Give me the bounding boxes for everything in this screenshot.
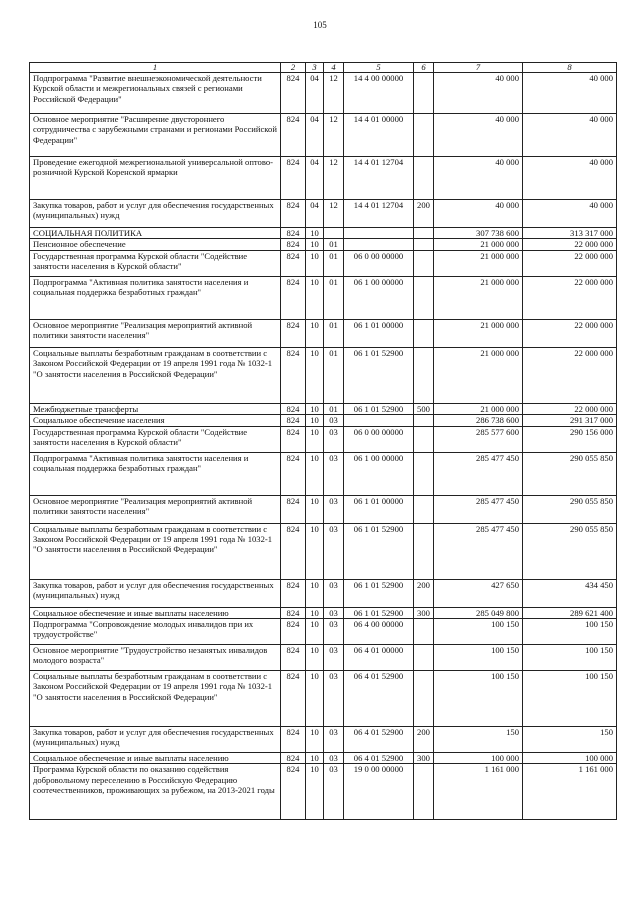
row-target-article bbox=[344, 239, 414, 250]
row-amount-year1: 40 000 bbox=[434, 157, 523, 200]
row-amount-year1: 21 000 000 bbox=[434, 239, 523, 250]
table-row bbox=[30, 347, 617, 403]
row-name: Основное мероприятие "Реализация мероприятий активной политики занятости населения" bbox=[30, 495, 281, 523]
row-target-article: 06 1 01 52900 bbox=[344, 579, 414, 607]
row-section: 10 bbox=[306, 671, 324, 727]
row-target-article: 06 1 01 52900 bbox=[344, 523, 414, 579]
row-name: Основное мероприятие "Расширение двустороннего сотрудничества с зарубежными странами и регионами Российской Федерации" bbox=[30, 114, 281, 157]
column-header: 7 bbox=[434, 63, 523, 73]
table-row bbox=[30, 426, 617, 452]
row-subsection: 03 bbox=[324, 645, 344, 671]
row-name: Программа Курской области по оказанию содействия добровольному переселению в Российскую Федерацию соотечественников, проживающих за рубежом, на 2013-2021 годы bbox=[30, 764, 281, 820]
row-section: 10 bbox=[306, 415, 324, 426]
row-ved-code: 824 bbox=[281, 403, 306, 414]
row-ved-code: 824 bbox=[281, 276, 306, 319]
row-name: Государственная программа Курской области "Содействие занятости населения в Курской области" bbox=[30, 426, 281, 452]
row-target-article: 06 0 00 00000 bbox=[344, 250, 414, 276]
row-expense-type: 500 bbox=[414, 403, 434, 414]
row-section: 10 bbox=[306, 764, 324, 820]
row-ved-code: 824 bbox=[281, 619, 306, 645]
row-target-article: 06 1 01 00000 bbox=[344, 319, 414, 347]
row-amount-year2: 40 000 bbox=[523, 157, 617, 200]
row-target-article bbox=[344, 415, 414, 426]
table-row bbox=[30, 619, 617, 645]
row-amount-year1: 286 738 600 bbox=[434, 415, 523, 426]
page-number: 105 bbox=[313, 20, 327, 30]
row-subsection: 12 bbox=[324, 200, 344, 228]
row-amount-year2: 22 000 000 bbox=[523, 250, 617, 276]
row-amount-year1: 21 000 000 bbox=[434, 403, 523, 414]
table-row bbox=[30, 200, 617, 228]
table-row bbox=[30, 403, 617, 414]
row-name: Социальные выплаты безработным гражданам в соответствии с Законом Российской Федерации от 19 апреля 1991 года № 1032-1 "О занятости населения в Российской Федерации" bbox=[30, 523, 281, 579]
table-row bbox=[30, 523, 617, 579]
row-target-article: 06 4 00 00000 bbox=[344, 619, 414, 645]
row-subsection: 01 bbox=[324, 347, 344, 403]
row-subsection: 03 bbox=[324, 452, 344, 495]
row-section: 10 bbox=[306, 276, 324, 319]
row-ved-code: 824 bbox=[281, 764, 306, 820]
row-amount-year2: 290 055 850 bbox=[523, 495, 617, 523]
table-row bbox=[30, 607, 617, 618]
row-amount-year2: 22 000 000 bbox=[523, 239, 617, 250]
row-subsection: 03 bbox=[324, 579, 344, 607]
row-amount-year1: 21 000 000 bbox=[434, 276, 523, 319]
row-amount-year2: 100 150 bbox=[523, 619, 617, 645]
row-subsection: 03 bbox=[324, 607, 344, 618]
row-subsection: 01 bbox=[324, 239, 344, 250]
table-row bbox=[30, 228, 617, 239]
row-section: 10 bbox=[306, 250, 324, 276]
row-target-article: 06 4 01 00000 bbox=[344, 645, 414, 671]
row-expense-type: 200 bbox=[414, 579, 434, 607]
row-amount-year2: 289 621 400 bbox=[523, 607, 617, 618]
row-amount-year1: 21 000 000 bbox=[434, 319, 523, 347]
row-subsection: 03 bbox=[324, 753, 344, 764]
row-amount-year1: 427 650 bbox=[434, 579, 523, 607]
row-name: Основное мероприятие "Реализация мероприятий активной политики занятости населения" bbox=[30, 319, 281, 347]
row-section: 10 bbox=[306, 645, 324, 671]
row-name: Подпрограмма "Сопровождение молодых инвалидов при их трудоустройстве" bbox=[30, 619, 281, 645]
row-expense-type bbox=[414, 764, 434, 820]
table-row bbox=[30, 319, 617, 347]
row-amount-year2: 22 000 000 bbox=[523, 319, 617, 347]
row-name: Проведение ежегодной межрегиональной универсальной оптово-розничной Курской Коренской ярмарки bbox=[30, 157, 281, 200]
row-ved-code: 824 bbox=[281, 228, 306, 239]
table-row bbox=[30, 579, 617, 607]
row-amount-year2: 40 000 bbox=[523, 73, 617, 114]
row-section: 04 bbox=[306, 200, 324, 228]
row-subsection: 03 bbox=[324, 495, 344, 523]
row-amount-year1: 150 bbox=[434, 727, 523, 753]
row-target-article: 14 4 01 00000 bbox=[344, 114, 414, 157]
row-expense-type bbox=[414, 114, 434, 157]
row-amount-year2: 434 450 bbox=[523, 579, 617, 607]
row-amount-year1: 100 150 bbox=[434, 619, 523, 645]
row-target-article: 06 0 00 00000 bbox=[344, 426, 414, 452]
table-row bbox=[30, 764, 617, 820]
row-expense-type bbox=[414, 319, 434, 347]
row-target-article: 06 4 01 52900 bbox=[344, 671, 414, 727]
row-expense-type bbox=[414, 523, 434, 579]
row-subsection: 03 bbox=[324, 426, 344, 452]
row-ved-code: 824 bbox=[281, 607, 306, 618]
row-expense-type: 300 bbox=[414, 753, 434, 764]
row-expense-type: 200 bbox=[414, 200, 434, 228]
row-ved-code: 824 bbox=[281, 753, 306, 764]
table-row bbox=[30, 157, 617, 200]
row-name: Социальное обеспечение и иные выплаты населению bbox=[30, 607, 281, 618]
table-row bbox=[30, 276, 617, 319]
row-subsection: 01 bbox=[324, 319, 344, 347]
row-expense-type bbox=[414, 671, 434, 727]
row-subsection: 01 bbox=[324, 250, 344, 276]
column-header: 6 bbox=[414, 63, 434, 73]
row-amount-year2: 313 317 000 bbox=[523, 228, 617, 239]
row-expense-type bbox=[414, 228, 434, 239]
row-amount-year2: 100 150 bbox=[523, 671, 617, 727]
row-amount-year2: 290 055 850 bbox=[523, 523, 617, 579]
table-row bbox=[30, 415, 617, 426]
row-name: Подпрограмма "Развитие внешнеэкономической деятельности Курской области и межрегиональных связей с регионами Российской Федерации" bbox=[30, 73, 281, 114]
row-expense-type bbox=[414, 157, 434, 200]
row-name: СОЦИАЛЬНАЯ ПОЛИТИКА bbox=[30, 228, 281, 239]
row-expense-type bbox=[414, 73, 434, 114]
row-name: Государственная программа Курской области "Содействие занятости населения в Курской области" bbox=[30, 250, 281, 276]
row-amount-year1: 285 477 450 bbox=[434, 523, 523, 579]
row-amount-year2: 290 055 850 bbox=[523, 452, 617, 495]
row-amount-year1: 40 000 bbox=[434, 73, 523, 114]
row-ved-code: 824 bbox=[281, 319, 306, 347]
table-row bbox=[30, 114, 617, 157]
row-amount-year1: 21 000 000 bbox=[434, 347, 523, 403]
row-amount-year2: 1 161 000 bbox=[523, 764, 617, 820]
budget-table bbox=[29, 62, 617, 820]
row-subsection: 03 bbox=[324, 619, 344, 645]
row-name: Социальное обеспечение и иные выплаты населению bbox=[30, 753, 281, 764]
row-section: 04 bbox=[306, 157, 324, 200]
row-ved-code: 824 bbox=[281, 671, 306, 727]
row-amount-year1: 40 000 bbox=[434, 114, 523, 157]
row-amount-year2: 100 150 bbox=[523, 645, 617, 671]
row-subsection: 03 bbox=[324, 764, 344, 820]
row-target-article: 19 0 00 00000 bbox=[344, 764, 414, 820]
row-section: 04 bbox=[306, 73, 324, 114]
row-section: 10 bbox=[306, 426, 324, 452]
row-expense-type bbox=[414, 347, 434, 403]
row-subsection: 01 bbox=[324, 276, 344, 319]
column-header: 1 bbox=[30, 63, 281, 73]
table-row bbox=[30, 753, 617, 764]
row-target-article: 06 1 01 52900 bbox=[344, 607, 414, 618]
row-section: 10 bbox=[306, 619, 324, 645]
row-expense-type bbox=[414, 619, 434, 645]
column-header: 8 bbox=[523, 63, 617, 73]
row-amount-year2: 40 000 bbox=[523, 200, 617, 228]
row-amount-year1: 1 161 000 bbox=[434, 764, 523, 820]
row-name: Межбюджетные трансферты bbox=[30, 403, 281, 414]
row-expense-type: 200 bbox=[414, 727, 434, 753]
row-ved-code: 824 bbox=[281, 157, 306, 200]
row-subsection: 03 bbox=[324, 727, 344, 753]
row-section: 10 bbox=[306, 523, 324, 579]
row-section: 10 bbox=[306, 607, 324, 618]
row-amount-year1: 285 477 450 bbox=[434, 452, 523, 495]
row-amount-year1: 40 000 bbox=[434, 200, 523, 228]
row-target-article: 06 4 01 52900 bbox=[344, 727, 414, 753]
header-row bbox=[30, 63, 617, 73]
row-amount-year1: 285 477 450 bbox=[434, 495, 523, 523]
column-header: 4 bbox=[324, 63, 344, 73]
row-name: Подпрограмма "Активная политика занятости населения и социальная поддержка безработных граждан" bbox=[30, 276, 281, 319]
row-amount-year2: 290 156 000 bbox=[523, 426, 617, 452]
row-ved-code: 824 bbox=[281, 727, 306, 753]
row-name: Закупка товаров, работ и услуг для обеспечения государственных (муниципальных) нужд bbox=[30, 579, 281, 607]
row-expense-type bbox=[414, 495, 434, 523]
row-name: Основное мероприятие "Трудоустройство незанятых инвалидов молодого возраста" bbox=[30, 645, 281, 671]
row-ved-code: 824 bbox=[281, 200, 306, 228]
table-row bbox=[30, 73, 617, 114]
row-name: Закупка товаров, работ и услуг для обеспечения государственных (муниципальных) нужд bbox=[30, 200, 281, 228]
row-name: Социальные выплаты безработным гражданам в соответствии с Законом Российской Федерации от 19 апреля 1991 года № 1032-1 "О занятости населения в Российской Федерации" bbox=[30, 671, 281, 727]
row-name: Социальные выплаты безработным гражданам в соответствии с Законом Российской Федерации от 19 апреля 1991 года № 1032-1 "О занятости населения в Российской Федерации" bbox=[30, 347, 281, 403]
row-target-article: 14 4 01 12704 bbox=[344, 157, 414, 200]
row-subsection: 12 bbox=[324, 114, 344, 157]
row-section: 10 bbox=[306, 403, 324, 414]
row-section: 10 bbox=[306, 727, 324, 753]
row-target-article: 06 1 01 52900 bbox=[344, 347, 414, 403]
row-amount-year2: 22 000 000 bbox=[523, 276, 617, 319]
row-subsection: 03 bbox=[324, 671, 344, 727]
row-amount-year2: 100 000 bbox=[523, 753, 617, 764]
row-ved-code: 824 bbox=[281, 415, 306, 426]
row-expense-type bbox=[414, 645, 434, 671]
row-section: 10 bbox=[306, 495, 324, 523]
row-name: Закупка товаров, работ и услуг для обеспечения государственных (муниципальных) нужд bbox=[30, 727, 281, 753]
row-section: 10 bbox=[306, 319, 324, 347]
row-amount-year1: 307 738 600 bbox=[434, 228, 523, 239]
row-amount-year1: 100 000 bbox=[434, 753, 523, 764]
row-name: Социальное обеспечение населения bbox=[30, 415, 281, 426]
row-expense-type: 300 bbox=[414, 607, 434, 618]
row-section: 04 bbox=[306, 114, 324, 157]
row-name: Пенсионное обеспечение bbox=[30, 239, 281, 250]
row-amount-year2: 40 000 bbox=[523, 114, 617, 157]
row-ved-code: 824 bbox=[281, 495, 306, 523]
row-ved-code: 824 bbox=[281, 250, 306, 276]
row-expense-type bbox=[414, 276, 434, 319]
row-section: 10 bbox=[306, 579, 324, 607]
table-row bbox=[30, 727, 617, 753]
row-target-article: 06 1 01 52900 bbox=[344, 403, 414, 414]
row-ved-code: 824 bbox=[281, 239, 306, 250]
table-row bbox=[30, 495, 617, 523]
row-subsection: 03 bbox=[324, 415, 344, 426]
row-amount-year2: 22 000 000 bbox=[523, 403, 617, 414]
row-amount-year2: 291 317 000 bbox=[523, 415, 617, 426]
row-subsection: 01 bbox=[324, 403, 344, 414]
row-section: 10 bbox=[306, 753, 324, 764]
row-amount-year2: 150 bbox=[523, 727, 617, 753]
row-section: 10 bbox=[306, 452, 324, 495]
row-amount-year1: 285 577 600 bbox=[434, 426, 523, 452]
row-target-article: 14 4 00 00000 bbox=[344, 73, 414, 114]
row-target-article: 14 4 01 12704 bbox=[344, 200, 414, 228]
column-header: 3 bbox=[306, 63, 324, 73]
row-section: 10 bbox=[306, 347, 324, 403]
column-header: 2 bbox=[281, 63, 306, 73]
row-amount-year2: 22 000 000 bbox=[523, 347, 617, 403]
row-expense-type bbox=[414, 250, 434, 276]
row-name: Подпрограмма "Активная политика занятости населения и социальная поддержка безработных граждан" bbox=[30, 452, 281, 495]
row-expense-type bbox=[414, 426, 434, 452]
row-ved-code: 824 bbox=[281, 523, 306, 579]
row-target-article: 06 4 01 52900 bbox=[344, 753, 414, 764]
row-ved-code: 824 bbox=[281, 114, 306, 157]
row-amount-year1: 100 150 bbox=[434, 645, 523, 671]
column-header: 5 bbox=[344, 63, 414, 73]
row-target-article: 06 1 00 00000 bbox=[344, 452, 414, 495]
row-amount-year1: 21 000 000 bbox=[434, 250, 523, 276]
row-amount-year1: 285 049 800 bbox=[434, 607, 523, 618]
table-row bbox=[30, 671, 617, 727]
row-ved-code: 824 bbox=[281, 426, 306, 452]
row-ved-code: 824 bbox=[281, 347, 306, 403]
row-ved-code: 824 bbox=[281, 452, 306, 495]
row-subsection: 12 bbox=[324, 73, 344, 114]
table-row bbox=[30, 645, 617, 671]
row-target-article: 06 1 00 00000 bbox=[344, 276, 414, 319]
table-row bbox=[30, 250, 617, 276]
row-expense-type bbox=[414, 452, 434, 495]
table-row bbox=[30, 239, 617, 250]
row-section: 10 bbox=[306, 239, 324, 250]
row-amount-year1: 100 150 bbox=[434, 671, 523, 727]
row-ved-code: 824 bbox=[281, 73, 306, 114]
row-target-article: 06 1 01 00000 bbox=[344, 495, 414, 523]
row-expense-type bbox=[414, 415, 434, 426]
row-subsection: 03 bbox=[324, 523, 344, 579]
row-section: 10 bbox=[306, 228, 324, 239]
row-subsection: 12 bbox=[324, 157, 344, 200]
table-row bbox=[30, 452, 617, 495]
row-ved-code: 824 bbox=[281, 645, 306, 671]
row-target-article bbox=[344, 228, 414, 239]
row-expense-type bbox=[414, 239, 434, 250]
row-ved-code: 824 bbox=[281, 579, 306, 607]
row-subsection bbox=[324, 228, 344, 239]
